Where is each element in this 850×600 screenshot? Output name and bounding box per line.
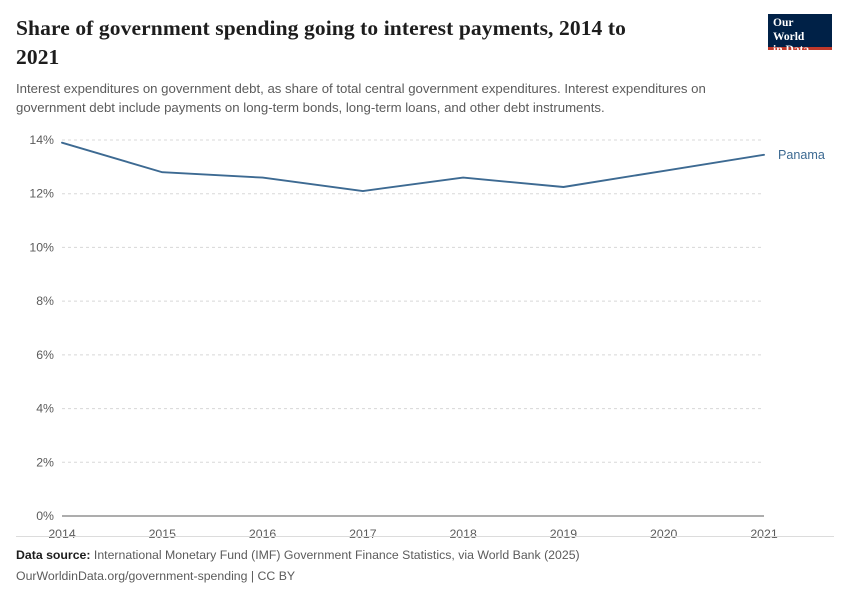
chart-plot-area — [16, 132, 834, 552]
chart-footer — [16, 536, 834, 586]
chart-subtitle: Interest expenditures on government debt, as share of total central government expenditures. Interest expenditures on government debt include payments on long-term bonds, long-term loans, and other debt instruments. — [16, 81, 706, 115]
data-source-label: Data source: — [16, 547, 91, 562]
series-line-panama[interactable] — [62, 142, 764, 190]
y-tick-label: 14% — [29, 132, 54, 147]
logo-line-2: in Data — [773, 44, 810, 57]
our-world-in-data-logo[interactable] — [768, 14, 832, 57]
y-tick-label: 8% — [36, 293, 54, 308]
y-tick-label: 6% — [36, 347, 54, 362]
y-axis-tick-labels — [29, 133, 54, 523]
series-label-panama[interactable]: Panama — [778, 147, 825, 162]
logo-line-1: Our World — [773, 17, 805, 43]
y-tick-label: 0% — [36, 508, 54, 523]
gridlines — [62, 140, 764, 462]
y-tick-label: 2% — [36, 454, 54, 469]
x-tick-label: 2016 — [248, 526, 277, 541]
x-tick-label: 2014 — [48, 526, 76, 541]
x-tick-label: 2017 — [349, 526, 377, 541]
x-tick-label: 2015 — [148, 526, 176, 541]
x-tick-label: 2018 — [449, 526, 477, 541]
line-chart[interactable] — [16, 132, 834, 552]
series-end-label[interactable] — [778, 147, 825, 161]
data-series[interactable] — [62, 142, 764, 190]
footer-note[interactable]: OurWorldinData.org/government-spending | CC BY — [16, 568, 296, 583]
y-tick-label: 4% — [36, 401, 54, 416]
y-tick-label: 10% — [29, 240, 54, 255]
chart-header — [16, 14, 834, 118]
data-source-text: International Monetary Fund (IMF) Government Finance Statistics, via World Bank (2025) — [93, 547, 580, 562]
page-title: Share of government spending going to interest payments, 2014 to 2021 — [16, 16, 626, 69]
x-tick-label: 2020 — [650, 526, 678, 541]
x-tick-label: 2021 — [750, 526, 778, 541]
x-tick-label: 2019 — [549, 526, 578, 541]
y-tick-label: 12% — [29, 186, 54, 201]
